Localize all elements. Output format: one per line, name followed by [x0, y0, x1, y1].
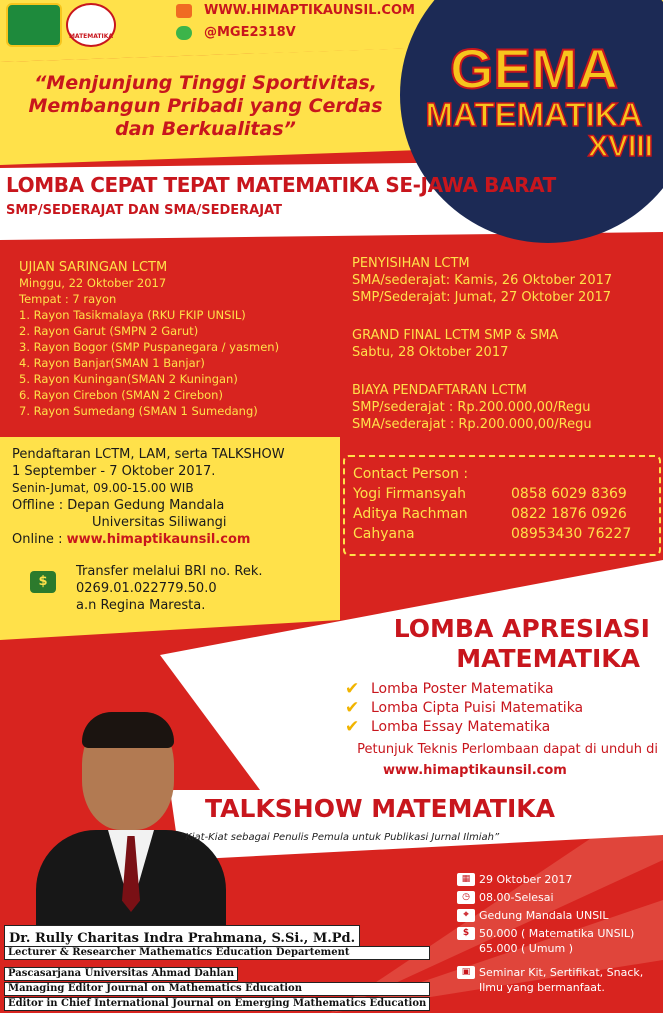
penyisihan-heading: PENYISIHAN LCTM	[352, 256, 470, 271]
talkshow-details	[457, 872, 657, 998]
slogan-line-3: dan Berkualitas”	[115, 118, 296, 140]
detail-text: 50.000 ( Matematika UNSIL)	[479, 927, 635, 940]
lam-item	[345, 718, 583, 737]
pendaftaran-line-1: Pendaftaran LCTM, LAM, serta TALKSHOW	[12, 447, 285, 462]
detail-text: Ilmu yang bermanfaat.	[479, 981, 605, 994]
money-icon: $	[457, 927, 475, 940]
pendaftaran-online	[12, 531, 342, 548]
detail-text: Gedung Mandala UNSIL	[479, 909, 609, 922]
grand-final-date: Sabtu, 28 Oktober 2017	[352, 345, 509, 360]
credential-line: Editor in Chief International Journal on Emerging Mathematics Education	[4, 997, 430, 1011]
detail-row	[457, 872, 657, 887]
lam-item-label: Lomba Cipta Puisi Matematika	[371, 700, 584, 716]
slogan-line-2: Membangun Pribadi yang Cerdas	[28, 95, 383, 117]
speaker-photo	[36, 712, 226, 937]
speaker-name: Dr. Rully Charitas Indra Prahmana, S.Si., M.Pd.	[9, 931, 356, 946]
detail-row	[457, 890, 657, 905]
ujian-date: Minggu, 22 Oktober 2017	[19, 276, 167, 290]
contact-heading: Contact Person :	[353, 466, 469, 482]
bag-icon: ▣	[457, 966, 475, 979]
contact-name: Cahyana	[353, 526, 415, 542]
talkshow-title: TALKSHOW MATEMATIKA	[205, 794, 555, 823]
detail-text: Seminar Kit, Sertifikat, Snack,	[479, 966, 644, 979]
contact-phone[interactable]: 08953430 76227	[511, 526, 632, 542]
line-row	[176, 25, 296, 40]
rayon-item: 7. Rayon Sumedang (SMAN 1 Sumedang)	[19, 404, 258, 418]
speaker-credentials	[4, 946, 430, 1012]
pendaftaran-line-2: 1 September - 7 Oktober 2017.	[12, 464, 216, 479]
ujian-section	[19, 260, 339, 419]
rayon-list	[19, 307, 339, 419]
speaker-name-bar	[4, 925, 360, 948]
detail-row	[457, 908, 657, 923]
contact-phone[interactable]: 0858 6029 8369	[511, 486, 627, 502]
biaya-smp: SMP/sederajat : Rp.200.000,00/Regu	[352, 400, 591, 415]
schedule-right	[352, 255, 657, 433]
blogger-icon	[176, 4, 192, 18]
lam-url[interactable]: www.himaptikaunsil.com	[383, 763, 567, 778]
contact-row	[353, 504, 658, 524]
lctm-subtitle: SMP/SEDERAJAT DAN SMA/SEDERAJAT	[6, 203, 282, 218]
transfer-line-2: 0269.01.022779.50.0	[76, 581, 217, 596]
ujian-heading: UJIAN SARINGAN LCTM	[19, 260, 168, 275]
detail-row	[457, 926, 657, 941]
line-icon	[176, 26, 192, 40]
website-text[interactable]: WWW.HIMAPTIKAUNSIL.COM	[204, 3, 415, 18]
contact-row	[353, 524, 658, 544]
logo-himaptika-text: MATEMATIKA	[68, 33, 114, 40]
check-icon: ✔	[345, 679, 360, 699]
rayon-item: 1. Rayon Tasikmalaya (RKU FKIP UNSIL)	[19, 308, 246, 322]
lam-item-label: Lomba Essay Matematika	[371, 719, 551, 735]
penyisihan-sma: SMA/sederajat: Kamis, 26 Oktober 2017	[352, 273, 613, 288]
line-id-text: @MGE2318V	[204, 25, 296, 40]
grand-final-heading: GRAND FINAL LCTM SMP & SMA	[352, 328, 559, 343]
rayon-item: 5. Rayon Kuningan(SMAN 2 Kuningan)	[19, 372, 238, 386]
event-title-gema: GEMA	[450, 37, 618, 100]
detail-text: 08.00-Selesai	[479, 891, 554, 904]
lam-title	[330, 614, 650, 674]
lctm-title: LOMBA CEPAT TEPAT MATEMATIKA SE-JAWA BARAT	[6, 173, 556, 197]
detail-row	[457, 980, 657, 995]
calendar-icon: ▦	[457, 873, 475, 886]
contact-name: Aditya Rachman	[353, 506, 468, 522]
lam-item	[345, 680, 583, 699]
biaya-sma: SMA/sederajat : Rp.200.000,00/Regu	[352, 417, 592, 432]
slogan	[8, 72, 403, 141]
lam-item-label: Lomba Poster Matematika	[371, 681, 554, 697]
logo-himaptika	[66, 3, 116, 47]
website-row	[176, 3, 415, 18]
talkshow-subtitle: “Kiat-Kiat sebagai Penulis Pemula untuk Publikasi Jurnal Ilmiah”	[180, 832, 500, 843]
pendaftaran-section	[12, 446, 342, 548]
transfer-line-3: a.n Regina Maresta.	[76, 598, 206, 613]
detail-row	[457, 941, 657, 956]
penyisihan-smp: SMP/Sederajat: Jumat, 27 Oktober 2017	[352, 290, 612, 305]
lam-title-line-1: LOMBA APRESIASI	[393, 614, 650, 643]
credential-line: Lecturer & Researcher Mathematics Education Departement	[4, 946, 430, 960]
rayon-item: 4. Rayon Banjar(SMAN 1 Banjar)	[19, 356, 205, 370]
rayon-item: 6. Rayon Cirebon (SMAN 2 Cirebon)	[19, 388, 223, 402]
detail-text: 29 Oktober 2017	[479, 873, 573, 886]
speaker-hair	[82, 712, 174, 748]
pendaftaran-offline-2: Universitas Siliwangi	[92, 515, 227, 530]
pendaftaran-online-url[interactable]: www.himaptikaunsil.com	[66, 532, 251, 547]
credential-line: Managing Editor Journal on Mathematics Education	[4, 982, 430, 996]
contact-phone[interactable]: 0822 1876 0926	[511, 506, 627, 522]
rayon-item: 3. Rayon Bogor (SMP Puspanegara / yasmen)	[19, 340, 280, 354]
logo-unsil	[6, 3, 62, 47]
detail-text: 65.000 ( Umum )	[479, 942, 574, 955]
transfer-line-1: Transfer melalui BRI no. Rek.	[76, 564, 263, 579]
lam-item	[345, 699, 583, 718]
lam-list	[345, 680, 583, 737]
pendaftaran-line-3: Senin-Jumat, 09.00-15.00 WIB	[12, 481, 194, 495]
check-icon: ✔	[345, 717, 360, 737]
pendaftaran-online-label: Online :	[12, 532, 67, 547]
coins-icon: $	[30, 571, 56, 593]
transfer-section	[76, 563, 263, 614]
detail-row	[457, 965, 657, 980]
location-icon: ⌖	[457, 909, 475, 922]
credential-line: Pascasarjana Universitas Ahmad Dahlan	[4, 967, 238, 981]
lam-title-line-2: MATEMATIKA	[456, 644, 640, 673]
check-icon: ✔	[345, 698, 360, 718]
event-title-matematika: MATEMATIKA	[425, 96, 643, 133]
slogan-line-1: “Menjunjung Tinggi Sportivitas,	[34, 72, 377, 94]
event-title-edition: XVIII	[587, 130, 653, 163]
event-title	[405, 37, 663, 163]
ujian-place: Tempat : 7 rayon	[19, 292, 117, 306]
contact-section	[353, 464, 658, 544]
pendaftaran-offline-1: Offline : Depan Gedung Mandala	[12, 498, 225, 513]
clock-icon: ◷	[457, 891, 475, 904]
contact-row	[353, 484, 658, 504]
contact-name: Yogi Firmansyah	[353, 486, 467, 502]
biaya-heading: BIAYA PENDAFTARAN LCTM	[352, 383, 527, 398]
rayon-item: 2. Rayon Garut (SMPN 2 Garut)	[19, 324, 199, 338]
lam-note: Petunjuk Teknis Perlombaan dapat di unduh di	[357, 742, 658, 757]
